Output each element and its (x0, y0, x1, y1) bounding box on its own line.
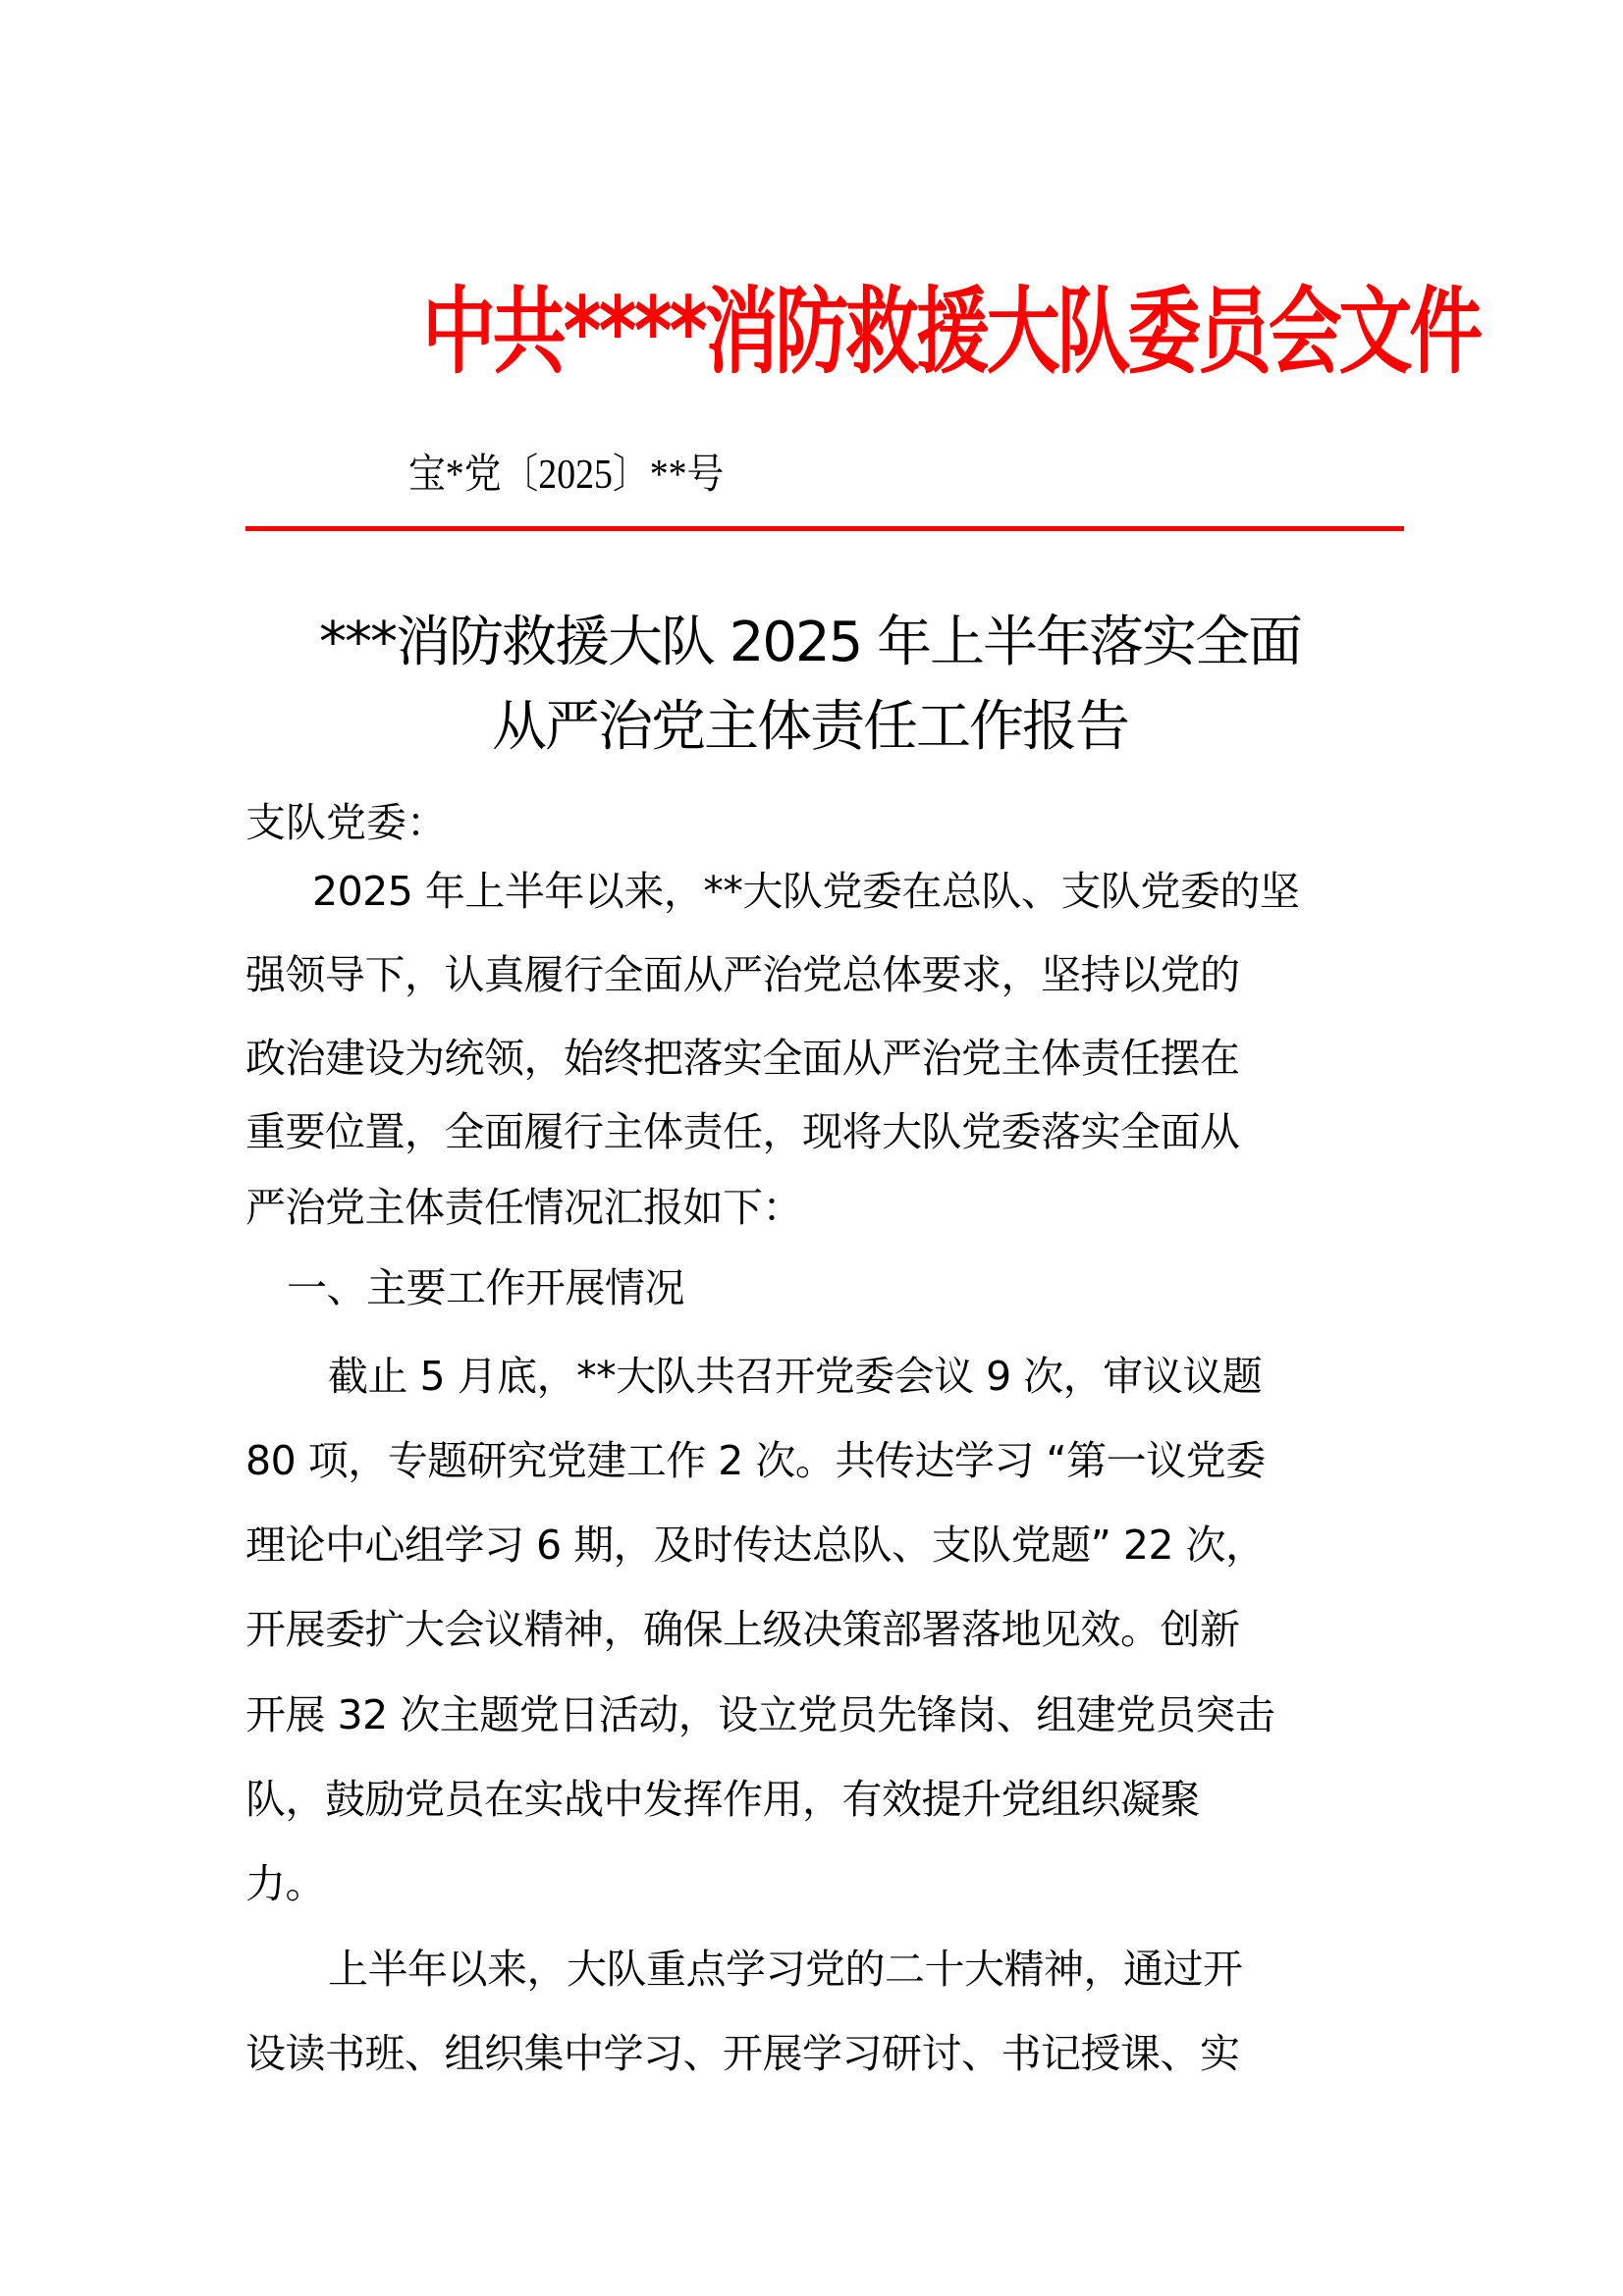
report-title (236, 601, 1384, 770)
paragraph-3-line: 设读书班、组织集中学习、开展学习研讨、书记授课、实 (245, 2030, 1240, 2077)
paragraph-1-line: 强领导下，认真履行全面从严治党总体要求，坚持以党的 (245, 951, 1240, 998)
paragraph-2-line: 开展 32 次主题党日活动，设立党员先锋岗、组建党员突击 (245, 1691, 1275, 1738)
paragraph-1-line: 政治建设为统领，始终把落实全面从严治党主体责任摆在 (245, 1035, 1240, 1082)
paragraph-2-line: 力。 (245, 1860, 325, 1907)
paragraph-3-line: 上半年以来，大队重点学习党的二十大精神，通过开 (328, 1946, 1243, 1993)
paragraph-2-line: 80 项，专题研究党建工作 2 次。共传达学习 “第一议党委 (245, 1437, 1266, 1484)
salutation: 支队党委： (245, 799, 447, 846)
red-divider-rule (245, 526, 1404, 531)
paragraph-2-line: 理论中心组学习 6 期，及时传达总队、支队党题” 22 次， (245, 1522, 1266, 1569)
section-heading-1: 一、主要工作开展情况 (287, 1264, 684, 1311)
red-header-title: 中共****消防救援大队委员会文件 (422, 277, 1481, 387)
report-title-line-2: 从严治党主体责任工作报告 (492, 695, 1128, 759)
paragraph-2-line: 开展委扩大会议精神，确保上级决策部署落地见效。创新 (245, 1606, 1240, 1653)
paragraph-2-line: 截止 5 月底，**大队共召开党委会议 9 次，审议议题 (328, 1353, 1263, 1400)
report-title-line-1: ***消防救援大队 2025 年上半年落实全面 (318, 611, 1302, 674)
paragraph-1-line: 重要位置，全面履行主体责任，现将大队党委落实全面从 (245, 1108, 1240, 1155)
paragraph-1-line: 严治党主体责任情况汇报如下： (245, 1184, 802, 1231)
paragraph-1-line: 2025 年上半年以来，**大队党委在总队、支队党委的坚 (312, 868, 1300, 915)
document-number: 宝*党〔2025〕**号 (408, 453, 725, 498)
paragraph-2-line: 队，鼓励党员在实战中发挥作用，有效提升党组织凝聚 (245, 1776, 1200, 1823)
